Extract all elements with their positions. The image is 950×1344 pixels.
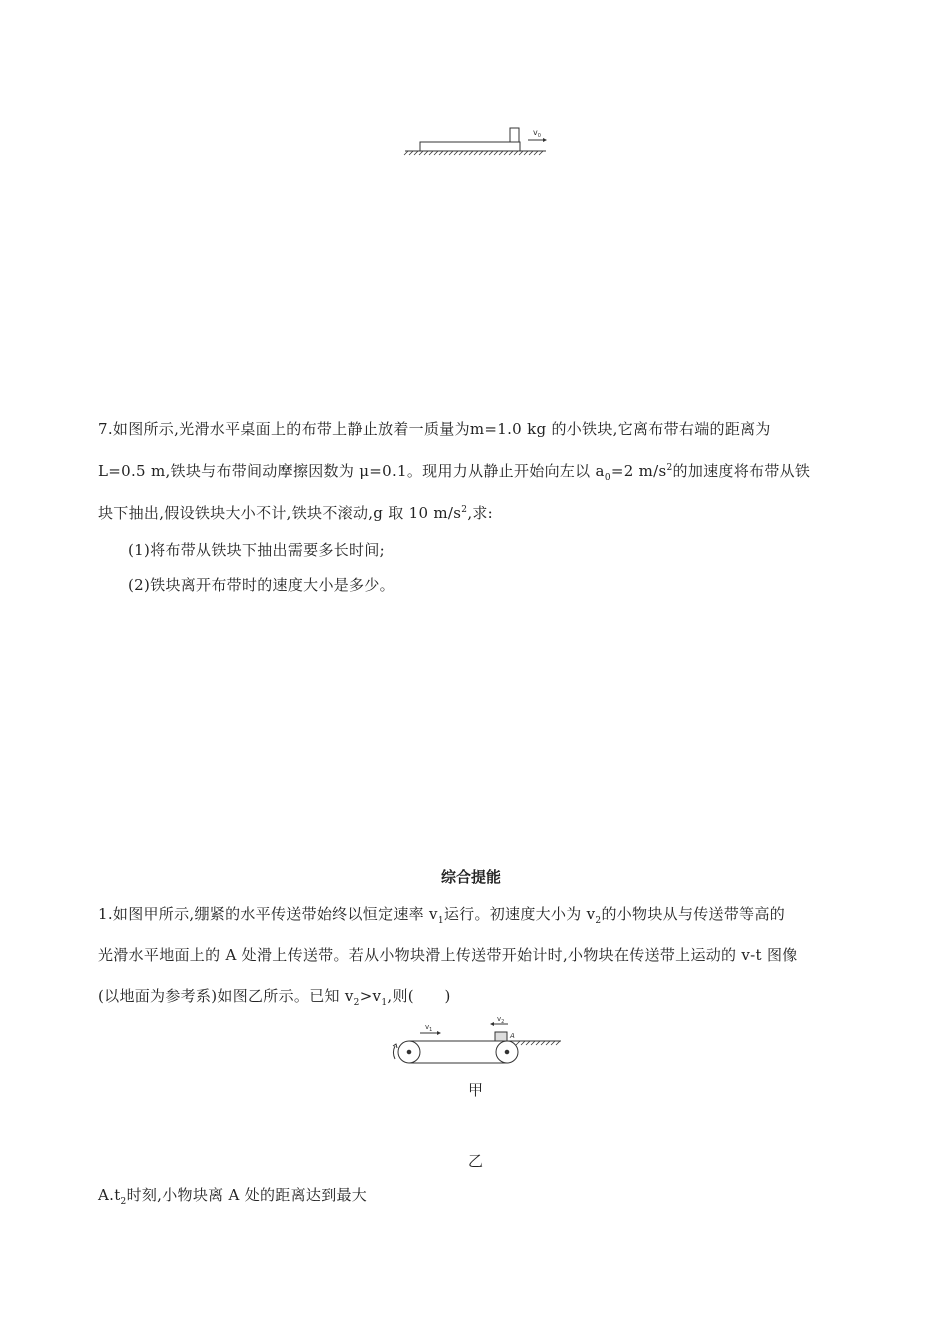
svg-text:A: A (510, 1032, 515, 1040)
q1-line-1: 1.如图甲所示,绷紧的水平传送带始终以恒定速率 $v_1$运行。初速度大小为 $v_2$的小物块从与传送带等高的 (98, 905, 786, 926)
q7-subquestion-2: (2)铁块离开布带时的速度大小是多少。 (128, 576, 395, 594)
cloth-block-figure (400, 122, 550, 158)
svg-text:v0: $v_0$ (533, 128, 541, 139)
svg-text:v1: $v_1$ (425, 1023, 433, 1033)
figure-caption-jia: 甲 (468, 1081, 484, 1099)
conveyor-belt-figure (385, 1013, 565, 1071)
figure-caption-yi: 乙 (468, 1152, 484, 1170)
q1-line-2: 光滑水平地面上的 A 处滑上传送带。若从小物块滑上传送带开始计时,小物块在传送带上运动的 v-t 图像 (98, 946, 798, 964)
q7-line-3: 块下抽出,假设铁块大小不计,铁块不滚动,g 取 10 $m/s^2$,求: (98, 504, 494, 522)
section-title: 综合提能 (441, 868, 502, 886)
option-a: $A.t_2$时刻,小物块离 A 处的距离达到最大 (98, 1186, 368, 1207)
svg-text:v2: $v_2$ (497, 1015, 505, 1025)
q7-line-2: L=0.5 m,铁块与布带间动摩擦因数为 μ=0.1。现用力从静止开始向左以 $a_0=2$ $m/s^2$的加速度将布带从铁 (98, 462, 811, 483)
q7-subquestion-1: (1)将布带从铁块下抽出需要多长时间; (128, 541, 386, 559)
q1-line-3: (以地面为参考系)如图乙所示。已知 $v_2>v_1$,则( ) (98, 987, 451, 1008)
q7-line-1: 7.如图所示,光滑水平桌面上的布带上静止放着一质量为m=1.0 kg 的小铁块,它离布带右端的距离为 (98, 420, 771, 438)
